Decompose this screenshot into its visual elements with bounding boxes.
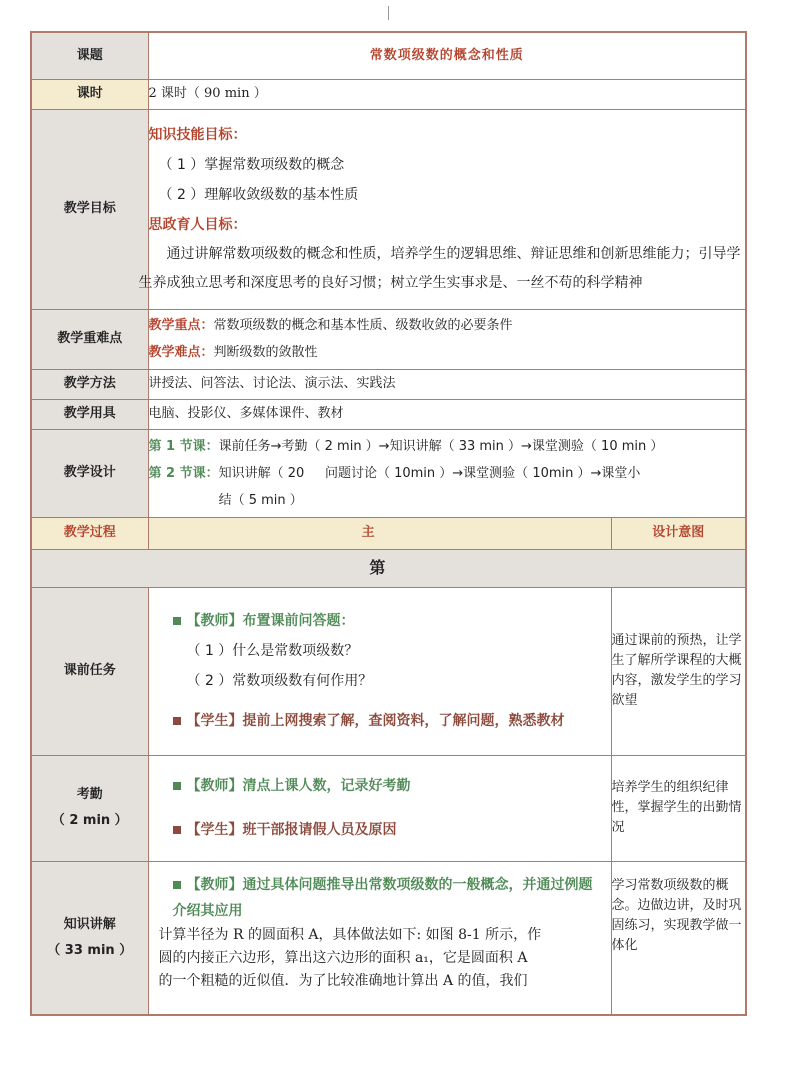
pretask-intent: 通过课前的预热，让学生了解所学课程的大概内容，激发学生的学习欲望 [611, 587, 746, 755]
lecture-label-cell [31, 861, 148, 1015]
pretask-label: 课前任务 [31, 587, 148, 755]
pretask-student: 【学生】提前上网搜索了解，查阅资料，了解问题，熟悉教材 [186, 713, 565, 729]
row-hours [31, 79, 746, 109]
bullet-square-icon [173, 617, 181, 625]
attendance-label-cell [31, 755, 148, 861]
row-attendance [31, 755, 746, 861]
lecture-duration: （ 33 min ） [47, 942, 133, 958]
key-label: 教学重点： [148, 318, 214, 333]
key-text: 常数项级数的概念和基本性质、级数收敛的必要条件 [213, 318, 513, 333]
row-pretask [31, 587, 746, 755]
hours-label: 课时 [31, 79, 148, 109]
intent-header: 设计意图 [611, 517, 746, 549]
lesson-title: 常数项级数的概念和性质 [148, 32, 746, 79]
lecture-teacher: 【教师】通过具体问题推导出常数项级数的一般概念，并通过例题介绍其应用 [172, 876, 593, 919]
lesson-plan-table [30, 31, 747, 1016]
difficult-label: 教学难点： [148, 345, 214, 360]
lesson1-label: 第 1 节课： [148, 438, 219, 454]
difficult-text: 判断级数的敛散性 [213, 345, 318, 360]
lesson2-text-c: 结（ 5 min ） [218, 492, 303, 508]
method-label: 教学方法 [31, 369, 148, 399]
lesson2-text-b: 问题讨论（ 10min ）→课堂测验（ 10min ）→课堂小 [324, 465, 641, 481]
page-top-mark [388, 6, 389, 20]
row-topic [31, 32, 746, 79]
lecture-math-line: 计算半径为 R 的圆面积 A，具体做法如下: 如图 8-1 所示，作 [158, 926, 542, 943]
pretask-item: （ 1 ）什么是常数项级数？ [186, 643, 359, 659]
method-text: 讲授法、问答法、讨论法、演示法、实践法 [148, 369, 746, 399]
lesson2-text-a: 知识讲解（ 20 [218, 465, 305, 481]
main-header-text: 主 [361, 524, 375, 540]
section-title: 第 [369, 557, 386, 577]
attendance-student: 【学生】班干部报请假人员及原因 [186, 822, 397, 838]
row-tools [31, 399, 746, 429]
design-content [148, 429, 746, 517]
topic-label: 课题 [31, 32, 148, 79]
attendance-label: 考勤 [76, 787, 103, 802]
knowledge-heading: 知识技能目标： [148, 127, 247, 143]
lecture-content [148, 861, 611, 1015]
attendance-teacher: 【教师】清点上课人数，记录好考勤 [186, 778, 411, 794]
row-goals [31, 109, 746, 309]
bullet-square-icon [173, 826, 181, 834]
keypoints-label: 教学重难点 [31, 309, 148, 369]
bullet-square-icon [173, 881, 181, 889]
lesson2-label: 第 2 节课： [148, 465, 219, 481]
section-row [31, 549, 746, 587]
lecture-label: 知识讲解 [63, 916, 116, 932]
attendance-duration: （ 2 min ） [51, 813, 128, 828]
process-header: 教学过程 [31, 517, 148, 549]
row-keypoints [31, 309, 746, 369]
tools-text: 电脑、投影仪、多媒体课件、教材 [148, 399, 746, 429]
ideology-text: 通过讲解常数项级数的概念和性质，培养学生的逻辑思维、辩证思维和创新思维能力；引导学生养成独立思考和深度思考的良好习惯；树立学生实事求是、一丝不苟的科学精神 [138, 246, 741, 291]
attendance-intent: 培养学生的组织纪律性，掌握学生的出勤情况 [611, 755, 746, 861]
pretask-content [148, 587, 611, 755]
design-label: 教学设计 [31, 429, 148, 517]
main-header [148, 517, 611, 549]
attendance-content [148, 755, 611, 861]
lecture-math-line: 的一个粗糙的近似值．为了比较准确地计算出 A 的值，我们 [158, 972, 528, 989]
pretask-teacher: 【教师】布置课前问答题： [186, 613, 355, 629]
goals-label: 教学目标 [31, 109, 148, 309]
bullet-square-icon [173, 717, 181, 725]
hours-value: 2 课时（ 90 min ） [148, 79, 746, 109]
process-header-row [31, 517, 746, 549]
lecture-intent: 学习常数项级数的概念。边做边讲，及时巩固练习，实现教学做一体化 [611, 861, 746, 1015]
pretask-item: （ 2 ）常数项级数有何作用？ [186, 673, 373, 689]
lecture-math-line: 圆的内接正六边形，算出这六边形的面积 a₁，它是圆面积 A [158, 949, 528, 966]
tools-label: 教学用具 [31, 399, 148, 429]
lesson1-text: 课前任务→考勤（ 2 min ）→知识讲解（ 33 min ）→课堂测验（ 10 min ） [218, 438, 664, 454]
knowledge-item: （ 2 ）理解收敛级数的基本性质 [158, 187, 359, 203]
section-title-cell [31, 549, 746, 587]
keypoints-content [148, 309, 746, 369]
goals-content [138, 109, 746, 309]
row-design [31, 429, 746, 517]
row-lecture [31, 861, 746, 1015]
row-method [31, 369, 746, 399]
ideology-heading: 思政育人目标： [148, 217, 247, 233]
knowledge-item: （ 1 ）掌握常数项级数的概念 [158, 157, 345, 173]
bullet-square-icon [173, 782, 181, 790]
